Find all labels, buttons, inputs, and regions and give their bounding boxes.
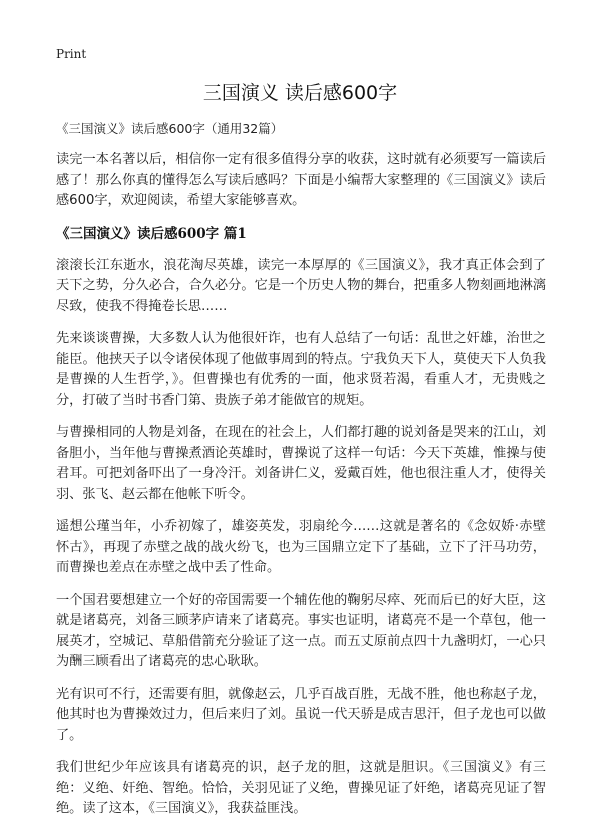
article-paragraph: 滚滚长江东逝水，浪花淘尽英雄，读完一本厚厚的《三国演义》，我才真正体会到了天下之势，分久必合，合久必分。它是一个历史人物的舞台，把重多人物刻画地淋漓尽致，使我不得掩卷长思…… xyxy=(56,257,546,314)
intro-paragraph: 读完一本名著以后，相信你一定有很多值得分享的收获，这时就有必须要写一篇读后感了！那么你真的懂得怎么写读后感吗？下面是小编帮大家整理的《三国演义》读后感600字，欢迎阅读，希望大家能够喜欢。 xyxy=(56,152,546,208)
article-paragraph: 一个国君要想建立一个好的帝国需要一个辅佐他的鞠躬尽瘁、死而后已的好大臣，这就是诸葛亮，刘备三顾茅庐请来了诸葛亮。事实也证明，诸葛亮不是一个草包，他一展英才，空城记、草船借箭充分验证了这一点。而五丈原前点四十九盏明灯，一心只为酬三顾看出了诸葛亮的忠心耿耿。 xyxy=(56,592,546,669)
article-paragraph: 光有识可不行，还需要有胆，就像赵云，几乎百战百胜，无战不胜，他也称赵子龙，他其时也为曹操效过力，但后来归了刘。虽说一代天骄是成吉思汗，但子龙也可以做了。 xyxy=(56,686,546,743)
page-title: 三国演义 读后感600字 xyxy=(202,82,398,104)
section-heading: 《三国演义》读后感600字 篇1 xyxy=(56,225,247,242)
article-paragraph: 与曹操相同的人物是刘备，在现在的社会上，人们都打趣的说刘备是哭来的江山，刘备胆小，当年他与曹操煮酒论英雄时，曹操说了这样一句话：今天下英雄，惟操与使君耳。可把刘备吓出了一身冷汗。刘备讲仁义，爱戴百姓，他也很注重人才，使得关羽、张飞、赵云都在他帐下听令。 xyxy=(56,425,546,502)
document-subtitle: 《三国演义》读后感600字（通用32篇） xyxy=(56,121,284,136)
article-body xyxy=(56,150,546,832)
article-paragraph: 遥想公瑾当年，小乔初嫁了，雄姿英发，羽扇纶今……这就是著名的《念奴娇·赤壁怀古》，再现了赤壁之战的战火纷飞，也为三国鼎立定下了基础，立下了汗马功劳，而曹操也差点在赤壁之战中丢了性命。 xyxy=(56,519,546,575)
article-paragraph: 先来谈谈曹操，大多数人认为他很奸诈，也有人总结了一句话：乱世之奸雄，治世之能臣。他挟天子以令诸侯体现了他做事周到的特点。宁我负天下人，莫使天下人负我是曹操的人生哲学，》。但曹操也有优秀的一面，他求贤若渴，看重人才，无贵贱之分，打破了当时书香门第、贵族子弟才能做官的规矩。 xyxy=(56,331,546,408)
print-link[interactable]: Print xyxy=(56,47,87,61)
article-paragraph: 我们世纪少年应该具有诸葛亮的识，赵子龙的胆，这就是胆识。《三国演义》有三绝：义绝、奸绝、智绝。恰恰，关羽见证了义绝，曹操见证了奸绝，诸葛亮见证了智绝。读了这本，《三国演义》，我获益匪浅。 xyxy=(56,760,546,816)
